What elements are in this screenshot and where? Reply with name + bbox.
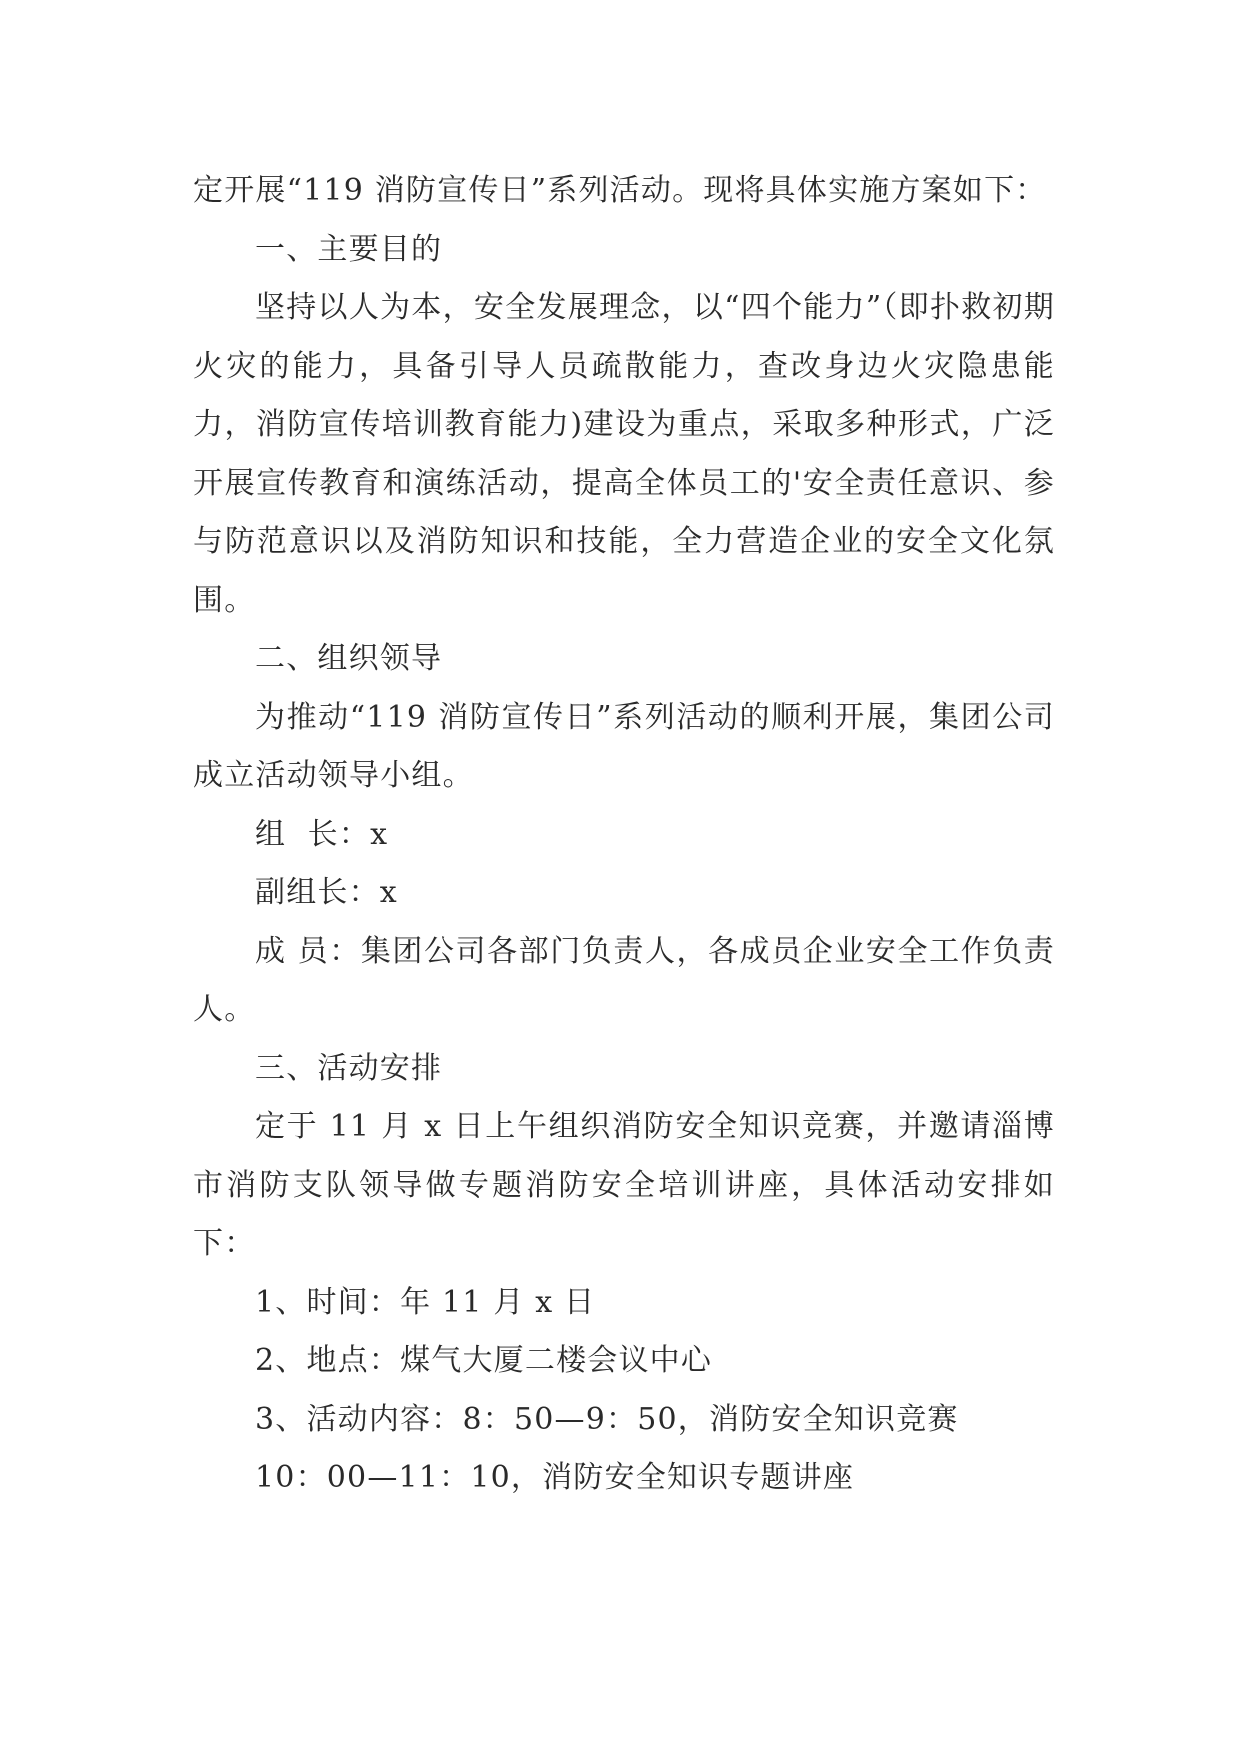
line-deputy-leader: 副组长：x	[255, 875, 398, 910]
list-item-time: 1、时间：年 11 月 x 日	[255, 1284, 596, 1320]
paragraph-activity-arrangement: 定于 11 月 x 日上午组织消防安全知识竞赛，并邀请淄博市消防支队领导做专题消防安全培训讲座，具体活动安排如下：	[193, 1109, 1055, 1261]
line-group-leader: 组 长：x	[255, 816, 389, 852]
paragraph-main-purpose: 坚持以人为本，安全发展理念，以“四个能力”（即扑救初期火灾的能力，具备引导人员疏散能力，查改身边火灾隐患能力，消防宣传培训教育能力)建设为重点，采取多种形式，广泛开展宣传教育和演练活动，提高全体员工的'安全责任意识、参与防范意识以及消防知识和技能，全力营造企业的安全文化氛围。	[193, 290, 1055, 618]
list-item-content-continued: 10：00—11：10，消防安全知识专题讲座	[255, 1460, 855, 1495]
section-heading-activity-arrangement: 三、活动安排	[255, 1050, 443, 1086]
section-heading-organization: 二、组织领导	[255, 641, 443, 676]
list-item-place: 2、地点：煤气大厦二楼会议中心	[255, 1343, 713, 1378]
list-item-content: 3、活动内容：8：50—9：50，消防安全知识竞赛	[255, 1401, 959, 1437]
paragraph-organization: 为推动“119 消防宣传日”系列活动的顺利开展，集团公司成立活动领导小组。	[193, 699, 1055, 793]
paragraph-members: 成 员：集团公司各部门负责人，各成员企业安全工作负责人。	[193, 933, 1055, 1027]
document-body	[193, 162, 1055, 1508]
paragraph-intro-continuation: 定开展“119 消防宣传日”系列活动。现将具体实施方案如下：	[193, 173, 1047, 208]
section-heading-main-purpose: 一、主要目的	[255, 231, 443, 267]
